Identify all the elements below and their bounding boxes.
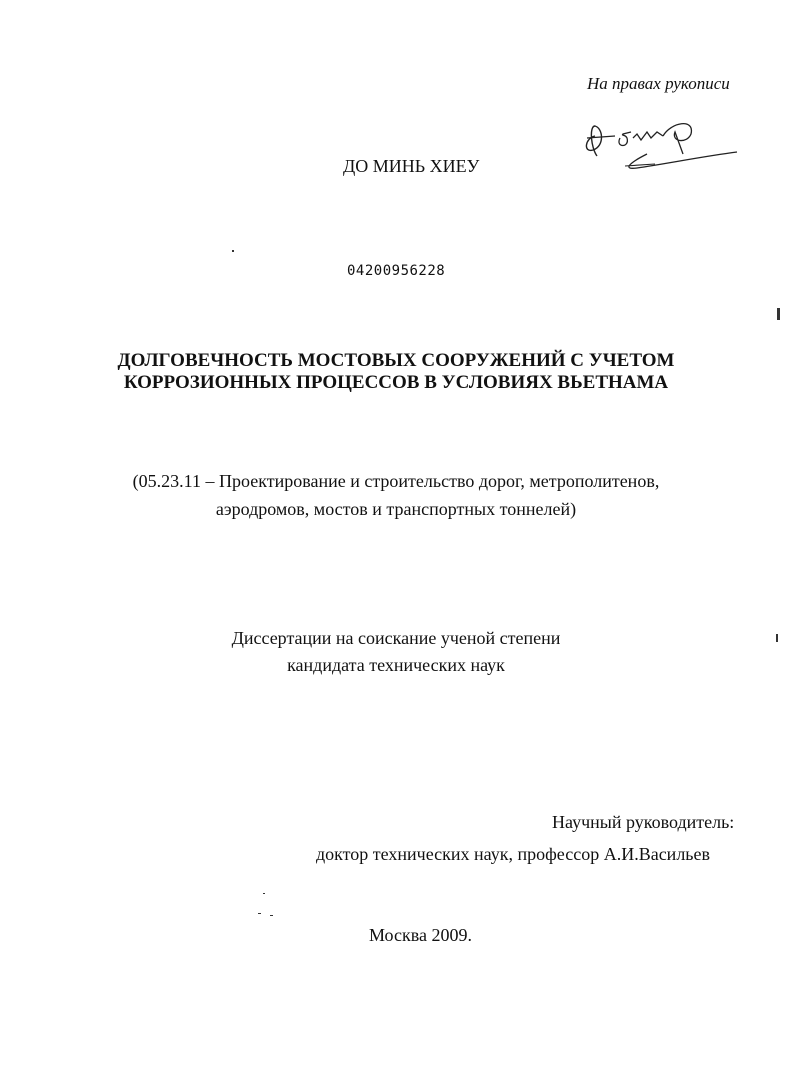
city-year: Москва 2009. <box>369 925 472 945</box>
degree-line: Диссертации на соискание ученой степени <box>231 628 561 648</box>
specialty-code <box>0 467 792 523</box>
signature-icon <box>575 108 740 178</box>
specialty-line: аэродромов, мостов и транспортных тоннелей) <box>215 499 577 519</box>
scan-speck <box>270 915 273 916</box>
title-line: КОРРОЗИОННЫХ ПРОЦЕССОВ В УСЛОВИЯХ ВЬЕТНАМА <box>123 372 669 393</box>
scan-mark <box>776 634 778 642</box>
scan-speck <box>232 250 234 252</box>
advisor-name: доктор технических наук, профессор А.И.Васильев <box>316 844 710 864</box>
scan-mark <box>777 308 780 320</box>
manuscript-note: На правах рукописи <box>587 74 730 93</box>
specialty-line: (05.23.11 – Проектирование и строительство дорог, метрополитенов, <box>132 471 660 491</box>
registration-number: 04200956228 <box>347 263 446 279</box>
author-name: ДО МИНЬ ХИЕУ <box>343 156 480 176</box>
dissertation-title <box>0 350 792 394</box>
advisor-label: Научный руководитель: <box>552 812 735 832</box>
scan-speck <box>263 893 265 894</box>
scan-speck <box>258 913 261 914</box>
degree-line: кандидата технических наук <box>287 655 505 675</box>
degree-statement <box>0 625 792 679</box>
title-line: ДОЛГОВЕЧНОСТЬ МОСТОВЫХ СООРУЖЕНИЙ С УЧЕТОМ <box>117 350 675 371</box>
